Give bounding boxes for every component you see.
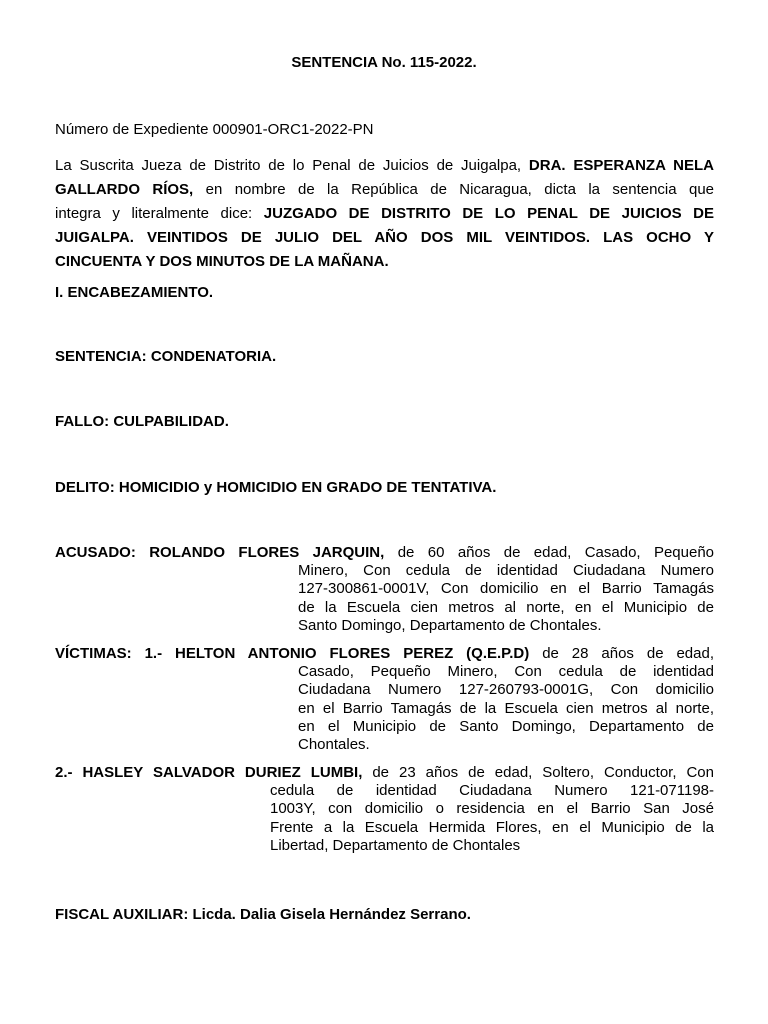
accused-block: ACUSADO: ROLANDO FLORES JARQUIN, de 60 años de edad, Casado, Pequeño Minero, Con cedula de identidad Ciudadana Numero 127-300861-0001V, Con domicilio en el Barrio Tamagás de la Escuela cien metros al norte, en el Municipio de Santo Domingo, Departamento de Chontales. [55,544,715,634]
section-heading-encabezamiento: I. ENCABEZAMIENTO. [55,284,214,301]
victim-2-details: cedula de identidad Ciudadana Numero 121-071198- 1003Y, con domicilio o residencia en el Barrio San José Frente a la Escuela Hermida Flores, en el Municipio de la Libertad, Departamento de Chontales [270,782,714,854]
victim-1-label: VÍCTIMAS: 1.- HELTON ANTONIO FLORES PEREZ (Q.E.P.D) [55,645,530,662]
court-name: JUZGADO DE DISTRITO DE LO PENAL DE JUICIOS DE [263,205,715,222]
accused-label: ACUSADO: ROLANDO FLORES JARQUIN, [55,544,385,561]
intro-line-5: CINCUENTA Y DOS MINUTOS DE LA MAÑANA. [55,253,389,270]
document-title: SENTENCIA No. 115-2022. [291,54,477,71]
intro-paragraph [55,154,714,274]
case-number: Número de Expediente 000901-ORC1-2022-PN [55,121,374,138]
verdict: FALLO: CULPABILIDAD. [55,413,229,430]
victim-1-details: Casado, Pequeño Minero, Con cedula de identidad Ciudadana Numero 127-260793-0001G, Con domicilio en el Barrio Tamagás de la Escuela cien metros al norte, en el Municipio de Santo Domingo, Departamento de Chontales. [298,663,714,754]
judge-surname: GALLARDO RÍOS, [55,181,194,198]
victim-2-label: 2.- HASLEY SALVADOR DURIEZ LUMBI, [55,764,363,781]
offense: DELITO: HOMICIDIO y HOMICIDIO EN GRADO DE TENTATIVA. [55,479,497,496]
victim-2-block: 2.- HASLEY SALVADOR DURIEZ LUMBI, de 23 años de edad, Soltero, Conductor, Con cedula de identidad Ciudadana Numero 121-071198- 1003Y, con domicilio o residencia en el Barrio San José Frente a la Escuela Hermida Flores, en el Municipio de la Libertad, Departamento de Chontales [55,764,714,854]
intro-line-4: JUIGALPA. VEINTIDOS DE JULIO DEL AÑO DOS MIL VEINTIDOS. LAS OCHO Y [55,229,714,246]
judge-name: DRA. ESPERANZA NELA [528,157,714,174]
intro-line-1: La Suscrita Jueza de Distrito de lo Penal de Juicios de Juigalpa, DRA. ESPERANZA NELA [55,157,714,174]
intro-line-2: GALLARDO RÍOS, en nombre de la República de Nicaragua, dicta la sentencia que [55,181,715,198]
accused-details: Minero, Con cedula de identidad Ciudadana Numero 127-300861-0001V, Con domicilio en el Barrio Tamagás de la Escuela cien metros al norte, en el Municipio de Santo Domingo, Departamento de Chontales. [298,562,714,634]
sentence-type: SENTENCIA: CONDENATORIA. [55,348,277,365]
victim-1-block: VÍCTIMAS: 1.- HELTON ANTONIO FLORES PEREZ (Q.E.P.D) de 28 años de edad, Casado, Pequeño Minero, Con cedula de identidad Ciudadana Numero 127-260793-0001G, Con domicilio en el Barrio Tamagás de la Escuela cien metros al norte, en el Municipio de Santo Domingo, Departamento de Chontales. [55,645,715,754]
prosecutor: FISCAL AUXILIAR: Licda. Dalia Gisela Hernández Serrano. [55,906,471,923]
intro-line-3: integra y literalmente dice: JUZGADO DE DISTRITO DE LO PENAL DE JUICIOS DE [55,205,715,222]
